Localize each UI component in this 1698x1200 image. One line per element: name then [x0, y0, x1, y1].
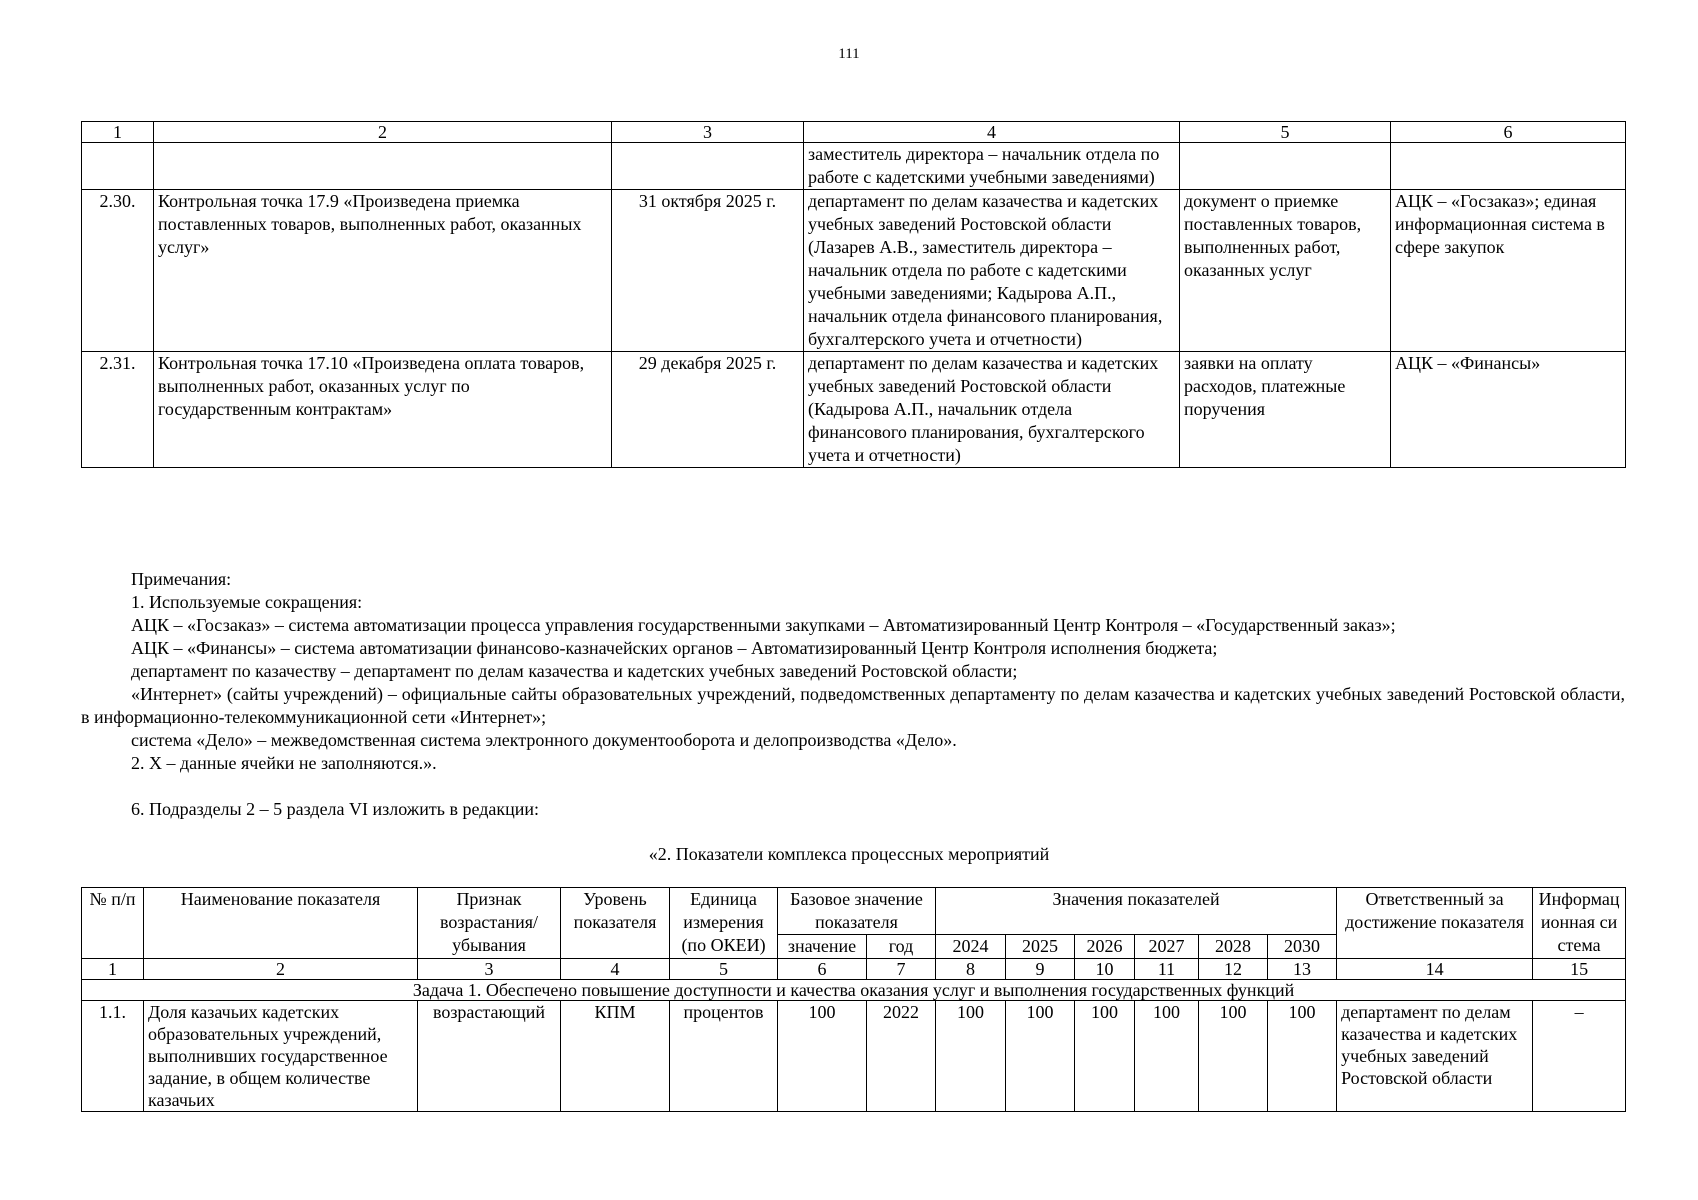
document-type: документ о приемке поставленных товаров, выполненных работ, оказанных услуг	[1180, 190, 1391, 352]
column-number-row	[82, 122, 1626, 143]
indicators-table	[81, 887, 1626, 1112]
header-sign: Признак возрастания/ убывания	[418, 888, 561, 959]
column-number: 4	[561, 959, 670, 980]
column-number: 11	[1135, 959, 1199, 980]
abbreviation: «Интернет» (сайты учреждений) – официальные сайты образовательных учреждений, подведомственных департаменту по делам казачества и кадетских учебных заведений Ростовской области, в информационно-телекоммуникационной сети «Интернет»;	[81, 684, 1625, 727]
information-system: АЦК – «Финансы»	[1391, 352, 1626, 468]
page-number: 111	[838, 46, 860, 62]
base-year: 2022	[867, 1001, 936, 1112]
abbreviation: АЦК – «Госзаказ» – система автоматизации процесса управления государственными закупками – Автоматизированный Центр Контроля – «Государственный заказ»;	[131, 615, 1396, 635]
amendment-instruction: 6. Подразделы 2 – 5 раздела VI изложить в редакции:	[131, 799, 539, 819]
header-name: Наименование показателя	[144, 888, 418, 959]
row-number: 1.1.	[82, 1001, 144, 1112]
indicator-unit: процентов	[670, 1001, 778, 1112]
header-year: 2025	[1006, 935, 1075, 959]
column-number: 8	[936, 959, 1006, 980]
table-row	[82, 352, 1626, 468]
column-number: 6	[1391, 122, 1626, 143]
indicator-level: КПМ	[561, 1001, 670, 1112]
indicator-sign: возрастающий	[418, 1001, 561, 1112]
column-number: 15	[1533, 959, 1626, 980]
column-number: 12	[1199, 959, 1268, 980]
row-number: 2.30.	[82, 190, 154, 352]
table-row	[82, 143, 1626, 190]
column-number: 6	[778, 959, 867, 980]
indicator-name: Доля казачьих кадетских образовательных учреждений, выполнивших государственное задание, в общем количестве казачьих	[144, 1001, 418, 1112]
document-type: заявки на оплату расходов, платежные поручения	[1180, 352, 1391, 468]
column-number: 2	[154, 122, 612, 143]
year-value: 100	[1199, 1001, 1268, 1112]
header-values: Значения показателей	[936, 888, 1337, 935]
indicator-system: –	[1533, 1001, 1626, 1112]
column-number: 7	[867, 959, 936, 980]
responsible-cell: департамент по делам казачества и кадетских учебных заведений Ростовской области (Кадырова А.П., начальник отдела финансового планирования, бухгалтерского учета и отчетности)	[804, 352, 1180, 468]
base-value: 100	[778, 1001, 867, 1112]
column-number: 1	[82, 959, 144, 980]
column-number: 5	[670, 959, 778, 980]
control-points-table	[81, 121, 1626, 468]
abbreviation: департамент по казачеству – департамент по делам казачества и кадетских учебных заведений Ростовской области;	[131, 661, 1018, 681]
responsible-cell: заместитель директора – начальник отдела по работе с кадетскими учебными заведениями)	[804, 143, 1180, 190]
header-unit: Единица измерения (по ОКЕИ)	[670, 888, 778, 959]
column-number: 3	[612, 122, 804, 143]
header-base: Базовое значение показателя	[778, 888, 936, 935]
header-responsible: Ответственный за достижение показателя	[1337, 888, 1533, 959]
column-number: 9	[1006, 959, 1075, 980]
year-value: 100	[936, 1001, 1006, 1112]
header-row	[82, 888, 1626, 935]
header-num: № п/п	[82, 888, 144, 959]
due-date: 31 октября 2025 г.	[612, 190, 804, 352]
header-year: 2028	[1199, 935, 1268, 959]
header-year: 2030	[1268, 935, 1337, 959]
responsible-cell: департамент по делам казачества и кадетских учебных заведений Ростовской области (Лазарев А.В., заместитель директора – начальник отдела по работе с кадетскими учебными заведениями; Кадырова А.П., начальник отдела финансового планирования, бухгалтерского учета и отчетности)	[804, 190, 1180, 352]
row-number: 2.31.	[82, 352, 154, 468]
table-row	[82, 190, 1626, 352]
notes-block	[81, 568, 1625, 821]
table-row	[82, 1001, 1626, 1112]
task-title: Задача 1. Обеспечено повышение доступности и качества оказания услуг и выполнения государственных функций	[82, 980, 1626, 1001]
year-value: 100	[1006, 1001, 1075, 1112]
abbreviation: АЦК – «Финансы» – система автоматизации финансово-казначейских органов – Автоматизированный Центр Контроля исполнения бюджета;	[131, 638, 1218, 658]
information-system: АЦК – «Госзаказ»; единая информационная система в сфере закупок	[1391, 190, 1626, 352]
header-year: 2024	[936, 935, 1006, 959]
event-name: Контрольная точка 17.9 «Произведена приемка поставленных товаров, выполненных работ, оказанных услуг»	[154, 190, 612, 352]
header-year: 2027	[1135, 935, 1199, 959]
notes-title: Примечания:	[131, 569, 232, 589]
header-base-value: значение	[778, 935, 867, 959]
year-value: 100	[1268, 1001, 1337, 1112]
header-base-year: год	[867, 935, 936, 959]
section-title: «2. Показатели комплекса процессных мероприятий	[648, 844, 1050, 864]
due-date: 29 декабря 2025 г.	[612, 352, 804, 468]
column-number: 1	[82, 122, 154, 143]
year-value: 100	[1135, 1001, 1199, 1112]
event-name: Контрольная точка 17.10 «Произведена оплата товаров, выполненных работ, оказанных услуг по государственным контрактам»	[154, 352, 612, 468]
abbreviation: система «Дело» – межведомственная система электронного документооборота и делопроизводства «Дело».	[131, 730, 957, 750]
column-number: 2	[144, 959, 418, 980]
header-year: 2026	[1075, 935, 1135, 959]
header-system: Информационная система	[1533, 888, 1626, 959]
column-number: 14	[1337, 959, 1533, 980]
column-number: 3	[418, 959, 561, 980]
notes-item: 1. Используемые сокращения:	[131, 592, 363, 612]
column-number: 5	[1180, 122, 1391, 143]
notes-item: 2. Х – данные ячейки не заполняются.».	[131, 753, 437, 773]
column-number: 13	[1268, 959, 1337, 980]
column-number: 10	[1075, 959, 1135, 980]
year-value: 100	[1075, 1001, 1135, 1112]
task-row	[82, 980, 1626, 1001]
column-number: 4	[804, 122, 1180, 143]
indicator-responsible: департамент по делам казачества и кадетских учебных заведений Ростовской области	[1337, 1001, 1533, 1112]
column-number-row	[82, 959, 1626, 980]
header-level: Уровень показателя	[561, 888, 670, 959]
